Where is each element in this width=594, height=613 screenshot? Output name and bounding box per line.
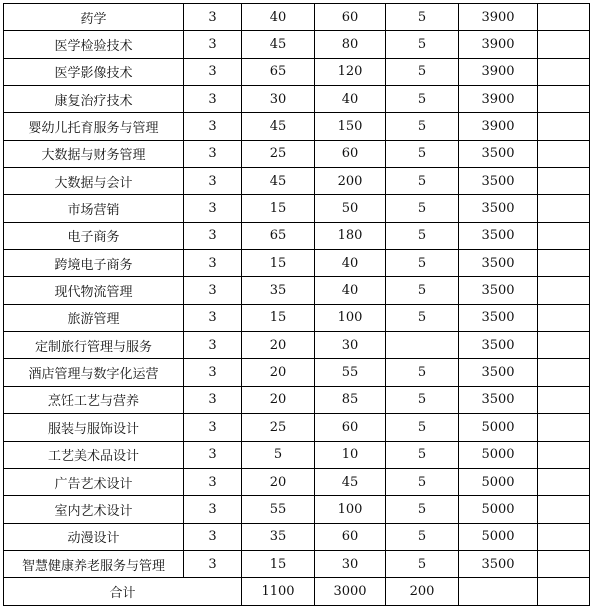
tuition-cell: 3500: [459, 304, 538, 331]
table-row: [4, 332, 590, 359]
plan-a-cell: 20: [242, 332, 315, 359]
table-row: [4, 222, 590, 249]
plan-b-cell: 180: [315, 222, 386, 249]
major-name-cell: 医学检验技术: [4, 31, 184, 58]
plan-a-cell: 5: [242, 441, 315, 468]
plan-b-cell: 200: [315, 168, 386, 195]
plan-b-cell: 85: [315, 386, 386, 413]
plan-a-cell: 20: [242, 386, 315, 413]
plan-a-cell: 15: [242, 250, 315, 277]
table-row: [4, 386, 590, 413]
tuition-cell: 3900: [459, 4, 538, 31]
duration-cell: 3: [184, 113, 242, 140]
duration-cell: 3: [184, 86, 242, 113]
note-cell: [538, 304, 590, 331]
plan-c-cell: 5: [386, 222, 459, 249]
plan-a-cell: 55: [242, 496, 315, 523]
major-name-cell: 广告艺术设计: [4, 468, 184, 495]
major-name-cell: 工艺美术品设计: [4, 441, 184, 468]
plan-a-cell: 25: [242, 414, 315, 441]
table-body: [4, 4, 590, 606]
plan-b-cell: 100: [315, 304, 386, 331]
table-row: [4, 58, 590, 85]
plan-c-cell: 5: [386, 250, 459, 277]
duration-cell: 3: [184, 304, 242, 331]
table-row: [4, 468, 590, 495]
plan-c-cell: 5: [386, 168, 459, 195]
plan-a-cell: 45: [242, 168, 315, 195]
plan-c-cell: 5: [386, 414, 459, 441]
plan-b-cell: 30: [315, 332, 386, 359]
total-label-cell: 合计: [4, 578, 242, 605]
note-cell: [538, 550, 590, 577]
plan-b-cell: 150: [315, 113, 386, 140]
plan-c-cell: 5: [386, 304, 459, 331]
duration-cell: 3: [184, 140, 242, 167]
duration-cell: 3: [184, 468, 242, 495]
major-name-cell: 室内艺术设计: [4, 496, 184, 523]
tuition-cell: 3500: [459, 250, 538, 277]
table-row: [4, 140, 590, 167]
major-name-cell: 跨境电子商务: [4, 250, 184, 277]
note-cell: [538, 414, 590, 441]
plan-a-cell: 15: [242, 195, 315, 222]
tuition-cell: 3900: [459, 86, 538, 113]
enrollment-table: [3, 3, 590, 606]
duration-cell: 3: [184, 496, 242, 523]
duration-cell: 3: [184, 277, 242, 304]
plan-b-cell: 120: [315, 58, 386, 85]
note-cell: [538, 168, 590, 195]
tuition-cell: 3500: [459, 550, 538, 577]
note-cell: [538, 250, 590, 277]
tuition-cell: 3500: [459, 332, 538, 359]
plan-c-cell: 5: [386, 4, 459, 31]
major-name-cell: 现代物流管理: [4, 277, 184, 304]
note-cell: [538, 441, 590, 468]
major-name-cell: 药学: [4, 4, 184, 31]
tuition-cell: 3900: [459, 113, 538, 140]
note-cell: [538, 359, 590, 386]
plan-b-cell: 40: [315, 250, 386, 277]
duration-cell: 3: [184, 386, 242, 413]
note-cell: [538, 332, 590, 359]
note-cell: [538, 113, 590, 140]
tuition-cell: 5000: [459, 441, 538, 468]
empty-cell: [538, 578, 590, 605]
plan-a-cell: 15: [242, 550, 315, 577]
tuition-cell: 5000: [459, 523, 538, 550]
table-row: [4, 113, 590, 140]
tuition-cell: 3500: [459, 140, 538, 167]
note-cell: [538, 277, 590, 304]
table-row: [4, 414, 590, 441]
major-name-cell: 康复治疗技术: [4, 86, 184, 113]
table-row: [4, 523, 590, 550]
major-name-cell: 婴幼儿托育服务与管理: [4, 113, 184, 140]
note-cell: [538, 86, 590, 113]
note-cell: [538, 468, 590, 495]
plan-b-cell: 10: [315, 441, 386, 468]
major-name-cell: 大数据与财务管理: [4, 140, 184, 167]
note-cell: [538, 31, 590, 58]
duration-cell: 3: [184, 414, 242, 441]
note-cell: [538, 4, 590, 31]
duration-cell: 3: [184, 250, 242, 277]
total-plan-a-cell: 1100: [242, 578, 315, 605]
plan-c-cell: 5: [386, 441, 459, 468]
note-cell: [538, 523, 590, 550]
empty-cell: [459, 578, 538, 605]
note-cell: [538, 195, 590, 222]
duration-cell: 3: [184, 550, 242, 577]
major-name-cell: 市场营销: [4, 195, 184, 222]
major-name-cell: 旅游管理: [4, 304, 184, 331]
duration-cell: 3: [184, 4, 242, 31]
plan-b-cell: 60: [315, 523, 386, 550]
note-cell: [538, 222, 590, 249]
major-name-cell: 大数据与会计: [4, 168, 184, 195]
plan-c-cell: 5: [386, 277, 459, 304]
table-row: [4, 277, 590, 304]
table-row: [4, 550, 590, 577]
table-row: [4, 359, 590, 386]
plan-c-cell: 5: [386, 386, 459, 413]
tuition-cell: 3500: [459, 386, 538, 413]
plan-c-cell: 5: [386, 31, 459, 58]
major-name-cell: 动漫设计: [4, 523, 184, 550]
plan-a-cell: 65: [242, 58, 315, 85]
note-cell: [538, 496, 590, 523]
plan-c-cell: 5: [386, 550, 459, 577]
plan-a-cell: 30: [242, 86, 315, 113]
plan-c-cell: 5: [386, 195, 459, 222]
note-cell: [538, 58, 590, 85]
plan-a-cell: 35: [242, 277, 315, 304]
duration-cell: 3: [184, 31, 242, 58]
table-row: [4, 304, 590, 331]
table-row: [4, 195, 590, 222]
plan-c-cell: 5: [386, 359, 459, 386]
duration-cell: 3: [184, 359, 242, 386]
total-row: [4, 578, 590, 605]
total-plan-c-cell: 200: [386, 578, 459, 605]
tuition-cell: 3900: [459, 31, 538, 58]
duration-cell: 3: [184, 168, 242, 195]
major-name-cell: 烹饪工艺与营养: [4, 386, 184, 413]
total-plan-b-cell: 3000: [315, 578, 386, 605]
plan-a-cell: 25: [242, 140, 315, 167]
plan-a-cell: 20: [242, 359, 315, 386]
plan-c-cell: 5: [386, 523, 459, 550]
table-row: [4, 496, 590, 523]
duration-cell: 3: [184, 58, 242, 85]
plan-a-cell: 35: [242, 523, 315, 550]
plan-b-cell: 30: [315, 550, 386, 577]
plan-b-cell: 60: [315, 4, 386, 31]
major-name-cell: 医学影像技术: [4, 58, 184, 85]
plan-c-cell: 5: [386, 468, 459, 495]
plan-a-cell: 65: [242, 222, 315, 249]
table-row: [4, 86, 590, 113]
table-row: [4, 168, 590, 195]
major-name-cell: 定制旅行管理与服务: [4, 332, 184, 359]
major-name-cell: 智慧健康养老服务与管理: [4, 550, 184, 577]
table-row: [4, 4, 590, 31]
plan-b-cell: 60: [315, 414, 386, 441]
major-name-cell: 服装与服饰设计: [4, 414, 184, 441]
duration-cell: 3: [184, 222, 242, 249]
plan-b-cell: 100: [315, 496, 386, 523]
tuition-cell: 3500: [459, 195, 538, 222]
tuition-cell: 3500: [459, 359, 538, 386]
tuition-cell: 5000: [459, 468, 538, 495]
table-row: [4, 31, 590, 58]
plan-b-cell: 45: [315, 468, 386, 495]
plan-b-cell: 80: [315, 31, 386, 58]
duration-cell: 3: [184, 332, 242, 359]
plan-c-cell: 5: [386, 58, 459, 85]
plan-b-cell: 40: [315, 277, 386, 304]
note-cell: [538, 140, 590, 167]
plan-a-cell: 45: [242, 113, 315, 140]
plan-b-cell: 50: [315, 195, 386, 222]
plan-a-cell: 15: [242, 304, 315, 331]
tuition-cell: 5000: [459, 496, 538, 523]
tuition-cell: 3500: [459, 168, 538, 195]
plan-c-cell: 5: [386, 86, 459, 113]
table-row: [4, 441, 590, 468]
plan-c-cell: 5: [386, 140, 459, 167]
plan-a-cell: 20: [242, 468, 315, 495]
major-name-cell: 电子商务: [4, 222, 184, 249]
plan-b-cell: 40: [315, 86, 386, 113]
plan-c-cell: [386, 332, 459, 359]
note-cell: [538, 386, 590, 413]
tuition-cell: 3500: [459, 277, 538, 304]
plan-a-cell: 40: [242, 4, 315, 31]
plan-a-cell: 45: [242, 31, 315, 58]
duration-cell: 3: [184, 523, 242, 550]
plan-b-cell: 55: [315, 359, 386, 386]
plan-c-cell: 5: [386, 113, 459, 140]
plan-c-cell: 5: [386, 496, 459, 523]
plan-b-cell: 60: [315, 140, 386, 167]
table-row: [4, 250, 590, 277]
duration-cell: 3: [184, 195, 242, 222]
tuition-cell: 5000: [459, 414, 538, 441]
duration-cell: 3: [184, 441, 242, 468]
tuition-cell: 3900: [459, 58, 538, 85]
tuition-cell: 3500: [459, 222, 538, 249]
major-name-cell: 酒店管理与数字化运营: [4, 359, 184, 386]
